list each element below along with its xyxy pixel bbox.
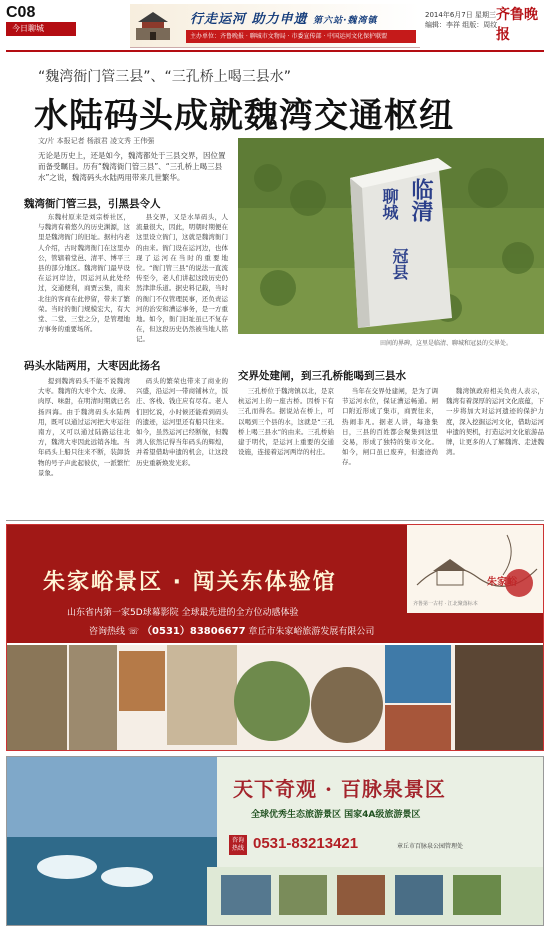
section-tab: 今日聊城 bbox=[6, 22, 76, 36]
series-banner bbox=[130, 4, 420, 48]
byline: 文/片 本报记者 杨淑君 凌文秀 王伟强 bbox=[38, 137, 155, 145]
stele-photo-illustration bbox=[238, 138, 544, 334]
zhujiayu-ad bbox=[6, 524, 544, 751]
section3-column-3: 魏湾镇政府相关负责人表示，魏湾有着深厚的运河文化底蕴，下一步将加大对运河遗迹的保护力度，深入挖掘运河文化，借助运河申遗的契机，打造运河文化旅游品牌，让更多的人了解魏湾、走进魏湾。 bbox=[446, 387, 544, 457]
page-number: C08 bbox=[6, 4, 36, 21]
photo-caption: 田间的界碑，这里是临清、聊城和冠县的交界处。 bbox=[380, 340, 513, 347]
boundary-stele-photo bbox=[238, 138, 544, 334]
section2-column-2: 码头的繁荣也带来了商业的兴盛，沿运河一带商铺林立，饭庄、客栈、钱庄应有尽有。老人们回忆说，小时候还能看到码头的遗迹，运河里还有船只往来。如今，虽然运河已经断航，但魏湾人依然记得当年码头的辉煌，并希望借助申遗的机会，让这段历史重新焕发光彩。 bbox=[136, 377, 228, 467]
section3-column-1: 三孔桥位于魏湾镇以北，是京杭运河上的一座古桥。因桥下有三孔而得名。据说站在桥上，可以喝到三个县的水，这就是“三孔桥上喝三县水”的由来。三孔桥始建于明代，是运河上重要的交通设施，连接着运河两岸的村庄。 bbox=[238, 387, 334, 457]
ad-divider bbox=[6, 520, 544, 521]
stele-text-sub: 冠县 bbox=[390, 248, 409, 280]
page-header bbox=[0, 0, 550, 62]
zhujiayu-photo-collage bbox=[7, 645, 543, 751]
baimaiquan-hotline-label: 咨询热线 bbox=[229, 835, 247, 855]
kicker: “魏湾衙门管三县”、“三孔桥上喝三县水” bbox=[38, 69, 292, 85]
zhujiayu-logo-slogan: 齐鲁第一古村 · 江北聚落标本 bbox=[413, 601, 478, 607]
stele-text-main: 临清 bbox=[408, 178, 434, 222]
stele-text-left: 聊城 bbox=[380, 188, 399, 220]
baimaiquan-company: 章丘市百脉泉公园管理处 bbox=[397, 843, 464, 850]
phone-icon: ☏ bbox=[127, 627, 140, 637]
issue-date: 2014年6月7日 星期三 bbox=[425, 11, 496, 19]
gate-tower-icon bbox=[134, 10, 172, 42]
series-part: 第六站·魏湾镇 bbox=[313, 16, 378, 26]
section3-column-2: 当年在交界处建闸，是为了调节运河水位，保证漕运畅通。闸口附近形成了集市，商贾往来，热闹非凡。据老人讲，每逢集日，三县的百姓都会聚集到这里交易，形成了独特的集市文化。如今，闸口虽已废弃，但遗迹尚存。 bbox=[342, 387, 438, 467]
baimaiquan-ad-subtitle: 全球优秀生态旅游景区 国家4A级旅游景区 bbox=[251, 810, 421, 820]
baimaiquan-phone: 0531-83213421 bbox=[253, 835, 359, 852]
headline: 水陆码头成就魏湾交通枢纽 bbox=[34, 96, 454, 136]
zhujiayu-logo-text: 朱家峪 bbox=[487, 577, 517, 588]
baimaiquan-ad bbox=[6, 756, 544, 926]
section3-title: 交界处建闸，到三孔桥能喝到三县水 bbox=[238, 370, 406, 382]
section1-column-1: 东魏村原来是刘宗桥社区，与魏湾有着悠久的历史渊源，这里是魏湾衙门的旧址。据村内老人介绍，古时魏湾衙门在这里办公，管辖着堂邑、清平、博平三县的部分地区。魏湾衙门最早设在运河岸边，因运河从此处经过，交通便利，商贾云集，南来北往的客商在此停留，带来了繁荣。当时的衙门规模宏大，有大堂、二堂、三堂之分，是管理地方事务的重要场所。 bbox=[38, 213, 130, 334]
organizer-strip: 主办单位：齐鲁晚报 · 聊城市文物局 · 市委宣传部 · 中国运河文化保护联盟 bbox=[186, 30, 416, 43]
zhujiayu-ad-title: 朱家峪景区 · 闯关东体验馆 bbox=[43, 570, 337, 595]
section1-title: 魏湾衙门管三县，引黑县令人 bbox=[24, 198, 161, 210]
zhujiayu-ad-subtitle: 山东省内第一家5D球幕影院 全球最先进的全方位动感体验 bbox=[67, 608, 299, 618]
header-rule bbox=[6, 50, 544, 52]
zhujiayu-logo-box bbox=[407, 525, 543, 613]
series-slogan: 行走运河 助力申遗 第六站·魏湾镇 bbox=[190, 12, 378, 27]
paper-logo: 齐鲁晚报 bbox=[496, 7, 538, 43]
section2-title: 码头水陆两用，大枣因此扬名 bbox=[24, 360, 161, 372]
lead-paragraph: 无论是历史上，还是如今，魏湾都处于三县交界，因位置而备受瞩目。历有“魏湾衙门管三县”、“三孔桥上喝三县水”之说，魏湾码头水陆两用带来几世繁华。 bbox=[38, 151, 226, 182]
baimaiquan-ad-title: 天下奇观 · 百脉泉景区 bbox=[233, 777, 446, 801]
editors: 编辑：李祥 组版：周纹 bbox=[425, 21, 498, 29]
zhujiayu-ad-hotline: 咨询热线 ☏ （0531）83806677 章丘市朱家峪旅游发展有限公司 bbox=[89, 626, 375, 637]
section1-column-2: 县交界，又是水旱码头，人流量很大，因此，明朝时期便在这里设立衙门，这就是魏湾衙门的由来。衙门设在运河边，也体现了运河在当时的重要地位。“衙门管三县”的说法一直流传至今，老人们讲起这段历史仍然津津乐道。据史料记载，当时的衙门不仅管理民事，还负责运河的治安和漕运事务，是一方重地。如今，衙门旧址虽已不复存在，但这段历史仍然被当地人铭记。 bbox=[136, 213, 228, 344]
section2-column-1: 提到魏湾码头不能不说魏湾大枣。魏湾的大枣个大、皮薄、肉厚、味甜，在明清时期就已名扬四海。由于魏湾码头水陆两用，既可以通过运河把大枣运往南方，又可以通过陆路运往北方，魏湾大枣因此远销各地。当年码头上船只往来不断，装卸货物的号子声此起彼伏，一派繁忙景象。 bbox=[38, 377, 130, 477]
issue-date-block bbox=[425, 10, 497, 30]
